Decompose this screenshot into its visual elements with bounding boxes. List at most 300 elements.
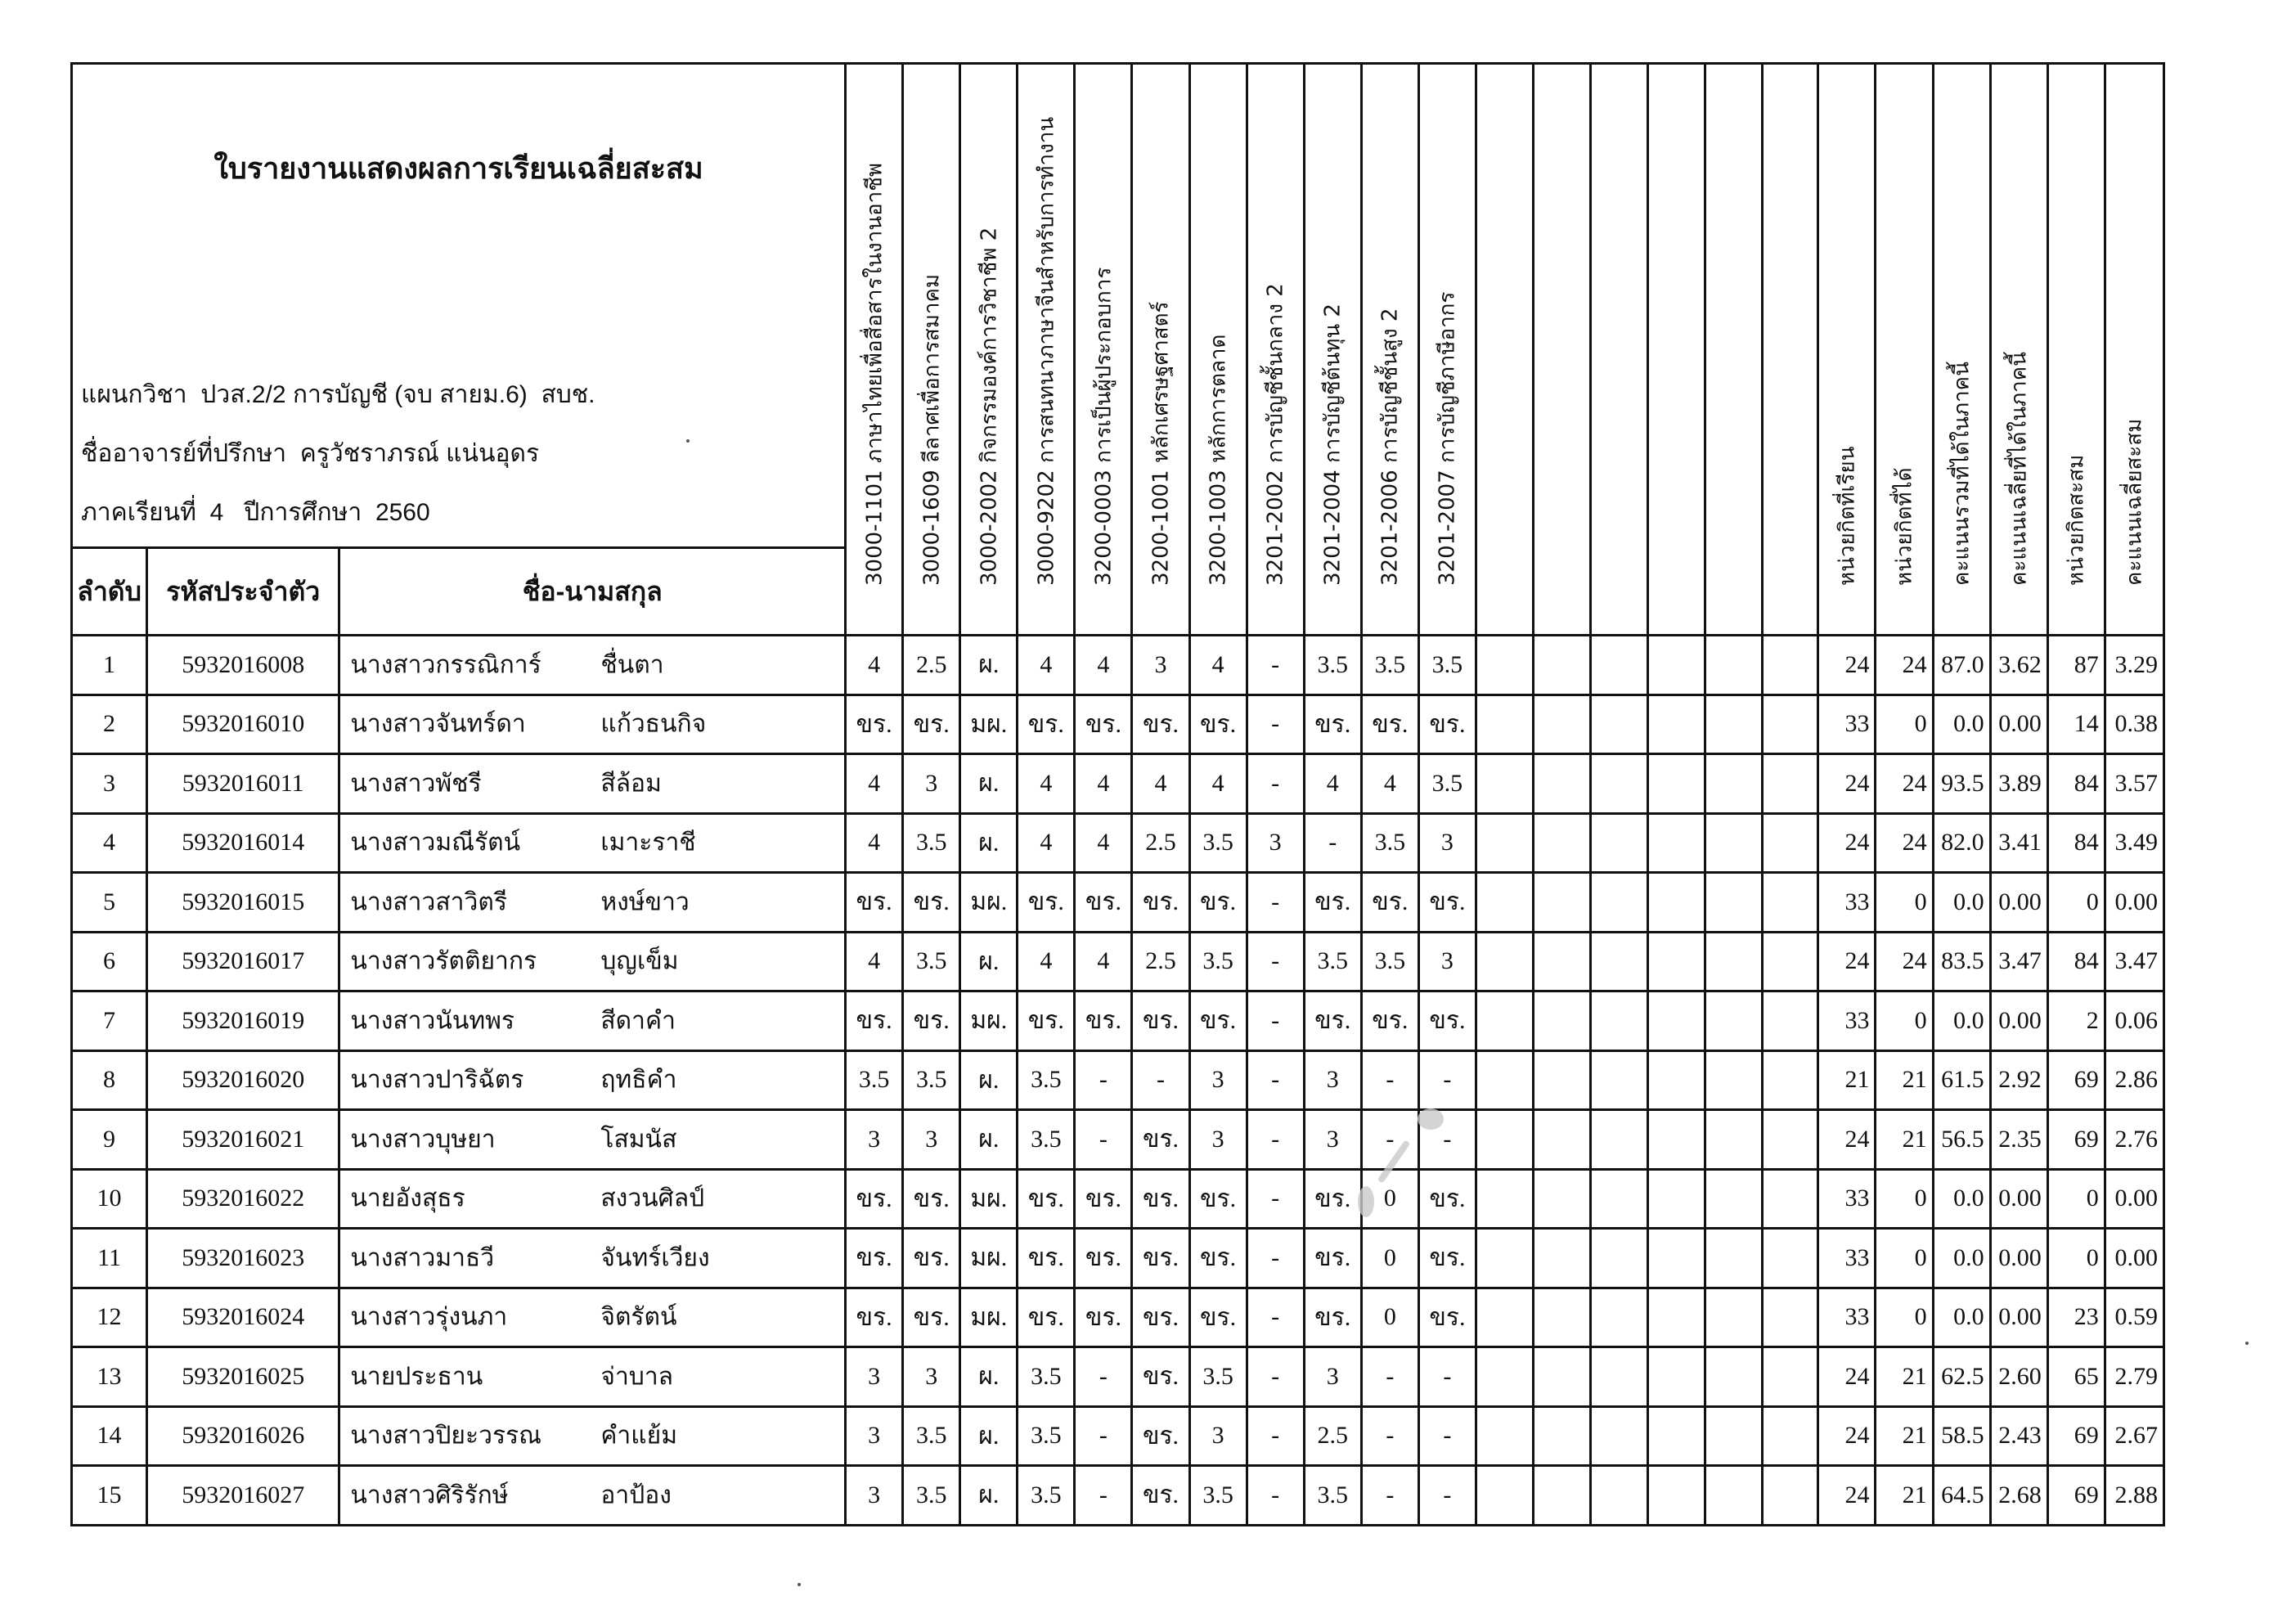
grade-cell: 3.5 [903, 1406, 960, 1466]
subject-header-label: 3000-1609 ลีลาศเพื่อการสมาคม [919, 273, 945, 586]
blank-grade-cell [1705, 991, 1763, 1051]
blank-grade-cell [1763, 695, 1818, 754]
first-name: นางสาวรัตติยากร [350, 947, 537, 975]
row-number: 8 [72, 1050, 147, 1110]
row-number: 14 [72, 1406, 147, 1466]
grade-cell: 4 [846, 932, 903, 991]
blank-grade-cell [1476, 1229, 1533, 1288]
grade-cell: - [1361, 1466, 1418, 1526]
blank-grade-cell [1591, 813, 1648, 873]
blank-grade-cell [1763, 1347, 1818, 1407]
grade-cell: 3 [1418, 932, 1476, 991]
first-name: นางสาวสาวิตรี [350, 888, 507, 916]
summary-cell: 33 [1818, 1229, 1876, 1288]
summary-header-label: หน่วยกิตที่ได้ [1892, 467, 1917, 586]
summary-cell: 0.59 [2105, 1288, 2163, 1347]
student-id: 5932016020 [147, 1050, 339, 1110]
grade-cell: - [1247, 1288, 1304, 1347]
row-number: 2 [72, 695, 147, 754]
blank-grade-cell [1534, 1050, 1591, 1110]
subject-header-label: 3201-2007 การบัญชีภาษีอากร [1435, 291, 1460, 586]
student-name [339, 695, 846, 754]
grade-cell: - [1361, 1347, 1418, 1407]
subject-header [1361, 64, 1418, 636]
summary-cell: 24 [1876, 813, 1933, 873]
blank-grade-cell [1648, 695, 1705, 754]
grade-cell: ขร. [1189, 991, 1247, 1051]
summary-cell: 64.5 [1933, 1466, 1990, 1526]
blank-grade-cell [1534, 813, 1591, 873]
grade-cell: ขร. [1189, 695, 1247, 754]
grade-cell: ผ. [960, 1347, 1018, 1407]
blank-grade-cell [1591, 932, 1648, 991]
grade-cell: ขร. [1075, 873, 1132, 933]
summary-cell: 21 [1876, 1406, 1933, 1466]
grade-cell: 3 [1189, 1050, 1247, 1110]
grade-cell: 3.5 [903, 1050, 960, 1110]
grade-cell: ผ. [960, 1110, 1018, 1170]
blank-grade-cell [1648, 636, 1705, 695]
scan-speck [686, 439, 690, 443]
blank-grade-cell [1705, 695, 1763, 754]
term-line: ภาคเรียนที่ 4 ปีการศึกษา 2560 [81, 499, 430, 526]
summary-cell: 69 [2047, 1406, 2105, 1466]
row-number: 4 [72, 813, 147, 873]
grade-cell: - [1418, 1466, 1476, 1526]
grade-cell: ขร. [1132, 1466, 1189, 1526]
last-name: เมาะราชี [600, 829, 696, 856]
grade-cell: 4 [1018, 636, 1075, 695]
summary-header [1933, 64, 1990, 636]
grade-cell: 4 [1075, 932, 1132, 991]
grade-cell: 3 [846, 1110, 903, 1170]
blank-grade-cell [1476, 991, 1533, 1051]
blank-grade-cell [1476, 695, 1533, 754]
summary-cell: 84 [2047, 754, 2105, 814]
summary-cell: 0.00 [1990, 1169, 2047, 1229]
grade-cell: ขร. [1132, 1288, 1189, 1347]
summary-cell: 0.00 [1990, 1229, 2047, 1288]
summary-cell: 0.38 [2105, 695, 2163, 754]
blank-grade-cell [1705, 1169, 1763, 1229]
summary-cell: 3.89 [1990, 754, 2047, 814]
grade-cell: - [1247, 636, 1304, 695]
grade-cell: - [1247, 1229, 1304, 1288]
summary-cell: 69 [2047, 1050, 2105, 1110]
grade-cell: ขร. [846, 1229, 903, 1288]
grade-cell: 3 [846, 1406, 903, 1466]
subject-header-label: 3201-2006 การบัญชีชั้นสูง 2 [1377, 308, 1403, 586]
last-name: จันทร์เวียง [600, 1244, 710, 1272]
blank-grade-cell [1648, 1406, 1705, 1466]
grade-cell: ขร. [1361, 873, 1418, 933]
row-number: 6 [72, 932, 147, 991]
grade-cell: 3.5 [1361, 932, 1418, 991]
summary-cell: 0.00 [1990, 1288, 2047, 1347]
grade-cell: ขร. [1304, 1229, 1361, 1288]
grade-cell: 3 [1189, 1110, 1247, 1170]
last-name: อาป้อง [600, 1481, 672, 1509]
grade-cell: 4 [1018, 813, 1075, 873]
subject-header [1075, 64, 1132, 636]
subject-header [1018, 64, 1075, 636]
blank-grade-cell [1763, 1406, 1818, 1466]
summary-cell: 24 [1818, 932, 1876, 991]
grade-cell: 3.5 [903, 813, 960, 873]
blank-grade-cell [1534, 754, 1591, 814]
grade-cell: - [1361, 1406, 1418, 1466]
summary-cell: 0.00 [1990, 695, 2047, 754]
grade-cell: ขร. [1132, 1347, 1189, 1407]
student-id: 5932016015 [147, 873, 339, 933]
student-row [72, 754, 2164, 814]
subject-header-label: 3000-1101 ภาษาไทยเพื่อสื่อสารในงานอาชีพ [862, 162, 887, 586]
grade-cell: 3.5 [1418, 636, 1476, 695]
blank-grade-cell [1648, 1110, 1705, 1170]
blank-grade-cell [1534, 1406, 1591, 1466]
blank-grade-cell [1591, 695, 1648, 754]
grade-cell: - [1075, 1347, 1132, 1407]
student-row [72, 1466, 2164, 1526]
blank-grade-cell [1763, 873, 1818, 933]
summary-cell: 21 [1876, 1050, 1933, 1110]
grade-cell: 3 [1247, 813, 1304, 873]
summary-cell: 0.0 [1933, 991, 1990, 1051]
report-title: ใบรายงานแสดงผลการเรียนเฉลี่ยสะสม [213, 151, 703, 185]
scan-speck [798, 1583, 801, 1586]
blank-grade-cell [1534, 1347, 1591, 1407]
student-row [72, 991, 2164, 1051]
grade-cell: ผ. [960, 636, 1018, 695]
subject-header-label: 3200-0003 การเป็นผู้ประกอบการ [1091, 267, 1117, 586]
blank-grade-cell [1705, 1347, 1763, 1407]
blank-grade-cell [1648, 813, 1705, 873]
grade-cell: ขร. [1018, 991, 1075, 1051]
blank-grade-cell [1705, 754, 1763, 814]
grade-cell: ขร. [1418, 873, 1476, 933]
blank-grade-cell [1534, 1229, 1591, 1288]
grade-cell: 0 [1361, 1229, 1418, 1288]
blank-grade-cell [1763, 1229, 1818, 1288]
grade-cell: 3.5 [1018, 1406, 1075, 1466]
student-row [72, 695, 2164, 754]
blank-grade-cell [1476, 1288, 1533, 1347]
grade-cell: - [1132, 1050, 1189, 1110]
summary-cell: 33 [1818, 991, 1876, 1051]
student-row [72, 1169, 2164, 1229]
grade-cell: - [1247, 1406, 1304, 1466]
blank-grade-cell [1476, 1466, 1533, 1526]
header-student-id: รหัสประจำตัว [147, 548, 339, 636]
blank-grade-cell [1705, 1406, 1763, 1466]
grade-cell: 4 [1075, 813, 1132, 873]
grade-cell: ขร. [846, 1288, 903, 1347]
blank-grade-cell [1534, 1110, 1591, 1170]
grade-cell: 3.5 [1418, 754, 1476, 814]
last-name: สงวนศิลป์ [600, 1185, 705, 1212]
student-name [339, 1110, 846, 1170]
summary-cell: 0.00 [1990, 991, 2047, 1051]
grade-cell: - [1075, 1406, 1132, 1466]
summary-cell: 24 [1818, 813, 1876, 873]
summary-cell: 56.5 [1933, 1110, 1990, 1170]
grade-cell: 2.5 [1132, 813, 1189, 873]
blank-grade-cell [1476, 932, 1533, 991]
advisor-line: ชื่ออาจารย์ที่ปรึกษา ครูวัชราภรณ์ แน่นอุดร [81, 440, 540, 467]
summary-cell: 0.0 [1933, 873, 1990, 933]
summary-cell: 58.5 [1933, 1406, 1990, 1466]
summary-cell: 0 [1876, 873, 1933, 933]
grade-cell: - [1361, 1050, 1418, 1110]
grade-cell: - [1075, 1110, 1132, 1170]
grade-cell: ขร. [1018, 695, 1075, 754]
grade-cell: ขร. [903, 873, 960, 933]
grade-cell: 4 [846, 754, 903, 814]
student-name [339, 873, 846, 933]
summary-cell: 0 [1876, 991, 1933, 1051]
blank-grade-cell [1591, 873, 1648, 933]
blank-grade-cell [1534, 1288, 1591, 1347]
blank-grade-cell [1763, 991, 1818, 1051]
grade-cell: 2.5 [903, 636, 960, 695]
blank-grade-cell [1534, 932, 1591, 991]
grade-cell: ผ. [960, 813, 1018, 873]
grade-cell: มผ. [960, 1288, 1018, 1347]
blank-grade-cell [1763, 1169, 1818, 1229]
grade-cell: 3.5 [1189, 1466, 1247, 1526]
header-name: ชื่อ-นามสกุล [339, 548, 846, 636]
grade-cell: 3 [1304, 1050, 1361, 1110]
subject-header-label: 3200-1001 หลักเศรษฐศาสตร์ [1148, 301, 1174, 586]
student-id: 5932016027 [147, 1466, 339, 1526]
summary-cell: 82.0 [1933, 813, 1990, 873]
grade-cell: - [1247, 1466, 1304, 1526]
blank-grade-cell [1534, 695, 1591, 754]
blank-grade-cell [1591, 991, 1648, 1051]
last-name: จิตรัตน์ [600, 1303, 677, 1331]
grade-cell: - [1075, 1466, 1132, 1526]
summary-cell: 2.88 [2105, 1466, 2163, 1526]
grade-cell: ขร. [1132, 991, 1189, 1051]
student-id: 5932016008 [147, 636, 339, 695]
student-id: 5932016022 [147, 1169, 339, 1229]
grade-cell: - [1418, 1347, 1476, 1407]
summary-cell: 87 [2047, 636, 2105, 695]
grade-cell: - [1247, 695, 1304, 754]
grade-cell: ขร. [1075, 1229, 1132, 1288]
blank-grade-cell [1476, 1169, 1533, 1229]
summary-cell: 2.43 [1990, 1406, 2047, 1466]
summary-header-label: คะแนนรวมที่ได้ในภาคนี้ [1949, 362, 1975, 586]
grade-cell: ขร. [1304, 1288, 1361, 1347]
summary-cell: 2.35 [1990, 1110, 2047, 1170]
subject-header [960, 64, 1018, 636]
grade-cell: ผ. [960, 932, 1018, 991]
grade-cell: ขร. [1418, 695, 1476, 754]
row-number: 15 [72, 1466, 147, 1526]
summary-cell: 0 [1876, 1169, 1933, 1229]
blank-grade-cell [1591, 1347, 1648, 1407]
grade-cell: 3.5 [1189, 1347, 1247, 1407]
grade-cell: ขร. [1132, 695, 1189, 754]
student-row [72, 813, 2164, 873]
student-id: 5932016014 [147, 813, 339, 873]
summary-cell: 24 [1818, 1406, 1876, 1466]
summary-cell: 87.0 [1933, 636, 1990, 695]
blank-grade-cell [1763, 1466, 1818, 1526]
grade-cell: ผ. [960, 1050, 1018, 1110]
blank-grade-cell [1476, 1050, 1533, 1110]
grade-cell: ขร. [1018, 873, 1075, 933]
summary-cell: 2.67 [2105, 1406, 2163, 1466]
grade-cell: ขร. [1418, 1169, 1476, 1229]
last-name: จ่าบาล [600, 1363, 674, 1391]
grade-cell: - [1247, 991, 1304, 1051]
summary-cell: 2.92 [1990, 1050, 2047, 1110]
student-id: 5932016019 [147, 991, 339, 1051]
blank-grade-cell [1476, 636, 1533, 695]
student-name [339, 754, 846, 814]
grade-cell: ขร. [1304, 695, 1361, 754]
last-name: หงษ์ขาว [600, 888, 690, 916]
grade-cell: ขร. [903, 695, 960, 754]
summary-cell: 0 [2047, 1169, 2105, 1229]
summary-header [2105, 64, 2163, 636]
student-name [339, 1466, 846, 1526]
blank-grade-cell [1648, 873, 1705, 933]
student-name [339, 813, 846, 873]
summary-cell: 3.29 [2105, 636, 2163, 695]
summary-cell: 0.00 [1990, 873, 2047, 933]
student-name [339, 636, 846, 695]
row-number: 3 [72, 754, 147, 814]
row-number: 7 [72, 991, 147, 1051]
grade-cell: - [1418, 1406, 1476, 1466]
student-row [72, 1050, 2164, 1110]
grade-cell: 2.5 [1132, 932, 1189, 991]
student-row [72, 1347, 2164, 1407]
summary-cell: 0.0 [1933, 1169, 1990, 1229]
grade-cell: ขร. [1075, 1169, 1132, 1229]
summary-cell: 21 [1818, 1050, 1876, 1110]
grade-cell: 2.5 [1304, 1406, 1361, 1466]
grade-cell: ขร. [903, 1229, 960, 1288]
student-name [339, 1406, 846, 1466]
grade-cell: 3 [903, 754, 960, 814]
blank-grade-cell [1705, 1050, 1763, 1110]
report-info-block [72, 64, 846, 548]
blank-grade-cell [1648, 1347, 1705, 1407]
blank-grade-cell [1763, 1110, 1818, 1170]
blank-grade-cell [1648, 1169, 1705, 1229]
summary-cell: 3.47 [2105, 932, 2163, 991]
summary-cell: 0 [1876, 1229, 1933, 1288]
grade-cell: 3.5 [903, 1466, 960, 1526]
summary-cell: 2.86 [2105, 1050, 2163, 1110]
subject-header-label: 3000-2002 กิจกรรมองค์การวิชาชีพ 2 [977, 227, 1002, 586]
grade-report-table [70, 62, 2165, 1526]
summary-cell: 0 [1876, 1288, 1933, 1347]
summary-cell: 69 [2047, 1466, 2105, 1526]
blank-grade-cell [1705, 932, 1763, 991]
last-name: บุญเข็ม [600, 947, 679, 975]
grade-cell: ขร. [1018, 1229, 1075, 1288]
blank-grade-cell [1763, 1050, 1818, 1110]
grade-cell: มผ. [960, 873, 1018, 933]
blank-grade-cell [1648, 932, 1705, 991]
summary-cell: 0 [1876, 695, 1933, 754]
student-name [339, 1050, 846, 1110]
subject-header [1132, 64, 1189, 636]
grade-cell: 3.5 [1018, 1466, 1075, 1526]
grade-cell: - [1247, 1169, 1304, 1229]
student-name [339, 1288, 846, 1347]
first-name: นางสาวจันทร์ดา [350, 710, 526, 738]
student-name [339, 932, 846, 991]
first-name: นางสาวมาธวี [350, 1244, 495, 1272]
grade-cell: 4 [1132, 754, 1189, 814]
scan-stain [1358, 1186, 1374, 1217]
last-name: สีล้อม [600, 770, 662, 798]
grade-cell: 4 [1189, 636, 1247, 695]
row-number: 1 [72, 636, 147, 695]
blank-grade-cell [1705, 813, 1763, 873]
student-id: 5932016023 [147, 1229, 339, 1288]
summary-cell: 21 [1876, 1347, 1933, 1407]
summary-cell: 3.62 [1990, 636, 2047, 695]
grade-cell: มผ. [960, 1169, 1018, 1229]
department-line: แผนกวิชา ปวส.2/2 การบัญชี (จบ สายม.6) สบช. [81, 381, 595, 408]
grade-cell: มผ. [960, 695, 1018, 754]
summary-cell: 24 [1818, 636, 1876, 695]
grade-cell: ขร. [1361, 991, 1418, 1051]
blank-grade-cell [1476, 1406, 1533, 1466]
first-name: นางสาวปาริฉัตร [350, 1066, 524, 1094]
grade-cell: 4 [1189, 754, 1247, 814]
blank-subject-header [1705, 64, 1763, 636]
grade-cell: 3 [1304, 1347, 1361, 1407]
grade-cell: ขร. [1132, 1169, 1189, 1229]
scan-speck [2245, 1342, 2249, 1345]
subject-header [903, 64, 960, 636]
grade-cell: ขร. [1018, 1288, 1075, 1347]
subject-header [1304, 64, 1361, 636]
blank-grade-cell [1763, 1288, 1818, 1347]
last-name: แก้วธนกิจ [600, 710, 707, 738]
grade-cell: ขร. [903, 1169, 960, 1229]
grade-cell: ขร. [846, 991, 903, 1051]
blank-grade-cell [1763, 932, 1818, 991]
summary-cell: 24 [1818, 1347, 1876, 1407]
grade-cell: ขร. [1189, 1288, 1247, 1347]
summary-cell: 93.5 [1933, 754, 1990, 814]
summary-cell: 0 [2047, 873, 2105, 933]
grade-cell: ผ. [960, 754, 1018, 814]
grade-cell: 3.5 [1018, 1050, 1075, 1110]
last-name: โสมนัส [600, 1126, 677, 1153]
grade-cell: 3.5 [903, 932, 960, 991]
summary-cell: 24 [1818, 1466, 1876, 1526]
summary-cell: 83.5 [1933, 932, 1990, 991]
blank-subject-header [1648, 64, 1705, 636]
summary-cell: 2.76 [2105, 1110, 2163, 1170]
summary-header [1990, 64, 2047, 636]
blank-grade-cell [1648, 1050, 1705, 1110]
student-id: 5932016017 [147, 932, 339, 991]
first-name: นางสาวศิริรักษ์ [350, 1481, 509, 1509]
blank-grade-cell [1476, 873, 1533, 933]
summary-cell: 24 [1876, 754, 1933, 814]
